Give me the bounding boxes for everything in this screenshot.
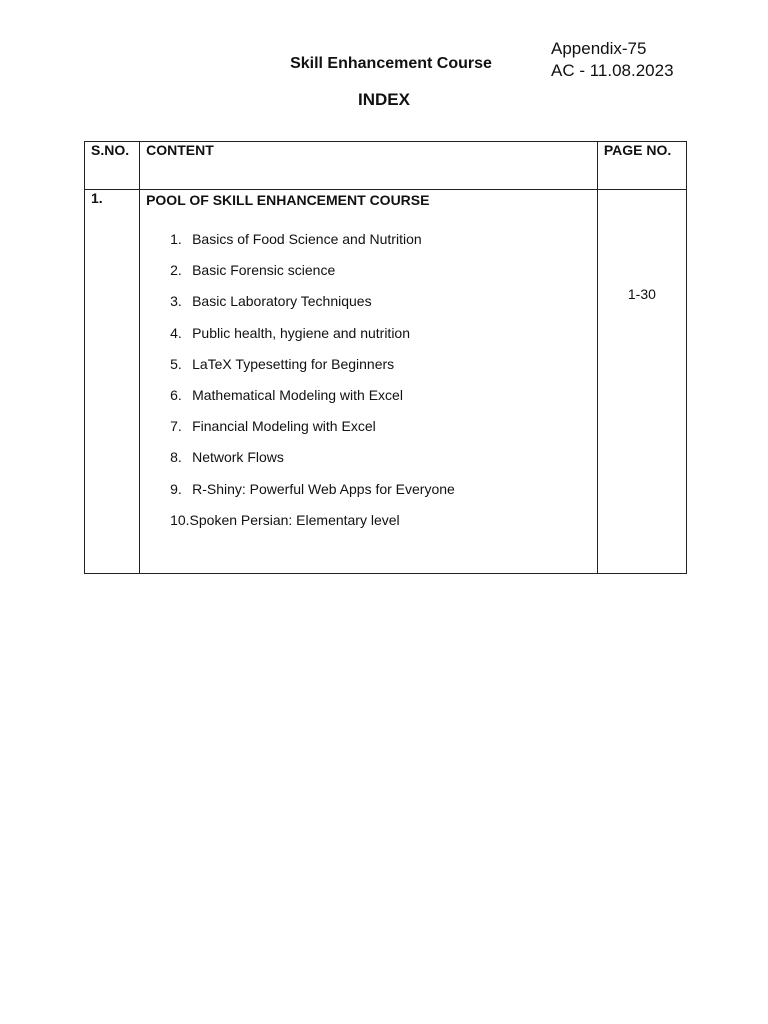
item-text: Spoken Persian: Elementary level: [189, 511, 400, 528]
appendix-reference: [551, 38, 674, 82]
index-table: [84, 141, 687, 574]
page-range: 1-30: [627, 286, 656, 302]
table-header-row: [85, 142, 687, 190]
pool-title: POOL OF SKILL ENHANCEMENT COURSE: [146, 192, 430, 208]
list-item: [170, 292, 591, 323]
row-page-range: [597, 190, 686, 574]
item-number: 10.: [170, 511, 190, 528]
list-item: [170, 230, 591, 261]
item-text: LaTeX Typesetting for Beginners: [192, 355, 395, 372]
ac-date: AC - 11.08.2023: [551, 61, 674, 80]
list-item: [170, 386, 591, 417]
item-number: 9.: [170, 480, 182, 497]
item-number: 4.: [170, 324, 182, 341]
item-text: Financial Modeling with Excel: [192, 418, 376, 435]
header-sno: S.NO.: [85, 142, 140, 190]
list-item: [170, 324, 591, 355]
header-content: CONTENT: [140, 142, 598, 190]
course-list: [146, 230, 591, 542]
item-text: Network Flows: [192, 449, 284, 466]
item-number: 8.: [170, 449, 182, 466]
list-item: [170, 480, 591, 511]
item-number: 1.: [170, 231, 182, 247]
item-number: 7.: [170, 418, 182, 435]
item-text: Basic Forensic science: [192, 262, 336, 279]
row-sno: 1.: [85, 190, 140, 574]
item-text: Mathematical Modeling with Excel: [192, 386, 403, 403]
appendix-number: Appendix-75: [551, 39, 647, 58]
index-title: INDEX: [358, 90, 410, 109]
list-item: [170, 355, 591, 386]
item-text: R-Shiny: Powerful Web Apps for Everyone: [192, 480, 455, 497]
item-text: Basic Laboratory Techniques: [192, 293, 372, 310]
list-item: [170, 261, 591, 292]
table-row: [85, 190, 687, 574]
item-number: 6.: [170, 386, 182, 403]
course-title: Skill Enhancement Course: [290, 55, 492, 72]
list-item: [170, 448, 591, 479]
header-page: PAGE NO.: [597, 142, 686, 190]
item-text: Public health, hygiene and nutrition: [192, 324, 411, 341]
row-content: [140, 190, 598, 574]
list-item: [170, 511, 591, 542]
item-text: Basics of Food Science and Nutrition: [192, 231, 422, 247]
item-number: 2.: [170, 262, 182, 279]
item-number: 3.: [170, 293, 182, 310]
item-number: 5.: [170, 355, 182, 372]
list-item: [170, 417, 591, 448]
